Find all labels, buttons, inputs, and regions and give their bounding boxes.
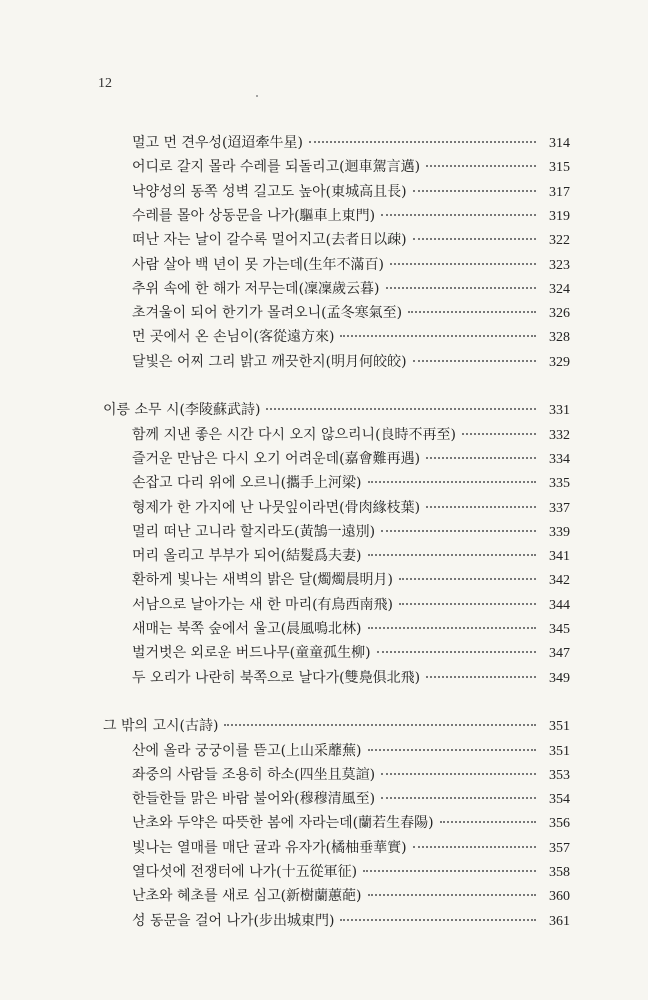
dot-leader: [309, 141, 536, 143]
toc-entry: [132, 353, 570, 372]
toc-entry-title: 환하게 빛나는 새벽의 밝은 달(燭燭晨明月): [132, 572, 394, 589]
dot-leader: [368, 627, 536, 629]
toc-entry-page: 360: [549, 889, 570, 905]
toc-entry: [132, 231, 570, 250]
dot-leader: [368, 894, 536, 896]
dot-leader: [408, 311, 536, 313]
toc-entry-page: 339: [549, 524, 570, 540]
toc-entry: [132, 158, 570, 177]
dot-leader: [426, 506, 536, 508]
page-number: 12: [98, 76, 112, 91]
toc-entry: [132, 304, 570, 323]
toc-entry-page: 341: [549, 549, 570, 565]
toc-entry-page: 347: [549, 646, 570, 662]
dot-leader: [413, 190, 536, 192]
toc-entry-title: 난초와 두약은 따뜻한 봄에 자라는데(蘭若生春陽): [132, 815, 434, 832]
toc-entry-title: 이릉 소무 시(李陵蘇武詩): [103, 402, 261, 419]
toc-entry: [132, 280, 570, 299]
toc-entry-page: 361: [549, 913, 570, 929]
dot-leader: [426, 676, 536, 678]
toc-entry-page: 337: [549, 500, 570, 516]
toc-entry-title: 초겨울이 되어 한기가 몰려오니(孟冬寒氣至): [132, 305, 403, 322]
toc-entry-title: 좌중의 사람들 조용히 하소(四坐且莫諠): [132, 766, 376, 783]
toc-entry-page: 351: [549, 743, 570, 759]
dot-leader: [266, 408, 536, 410]
toc-entry-title: 형제가 한 가지에 난 나뭇잎이라면(骨肉緣枝葉): [132, 499, 421, 516]
toc-entry: [132, 328, 570, 347]
toc-entry: [132, 523, 570, 542]
toc-entry: [132, 426, 570, 445]
toc-entry: [132, 134, 570, 153]
toc-entry-title: 멀리 떠난 고니라 할지라도(黃鵠一遠別): [132, 523, 376, 540]
dot-leader: [340, 919, 536, 921]
toc-entry: [132, 766, 570, 785]
toc-entry-page: 319: [549, 208, 570, 224]
toc-entry-title: 서남으로 날아가는 새 한 마리(有鳥西南飛): [132, 596, 394, 613]
toc-entry-page: 326: [549, 306, 570, 322]
dot-leader: [413, 360, 536, 362]
dot-leader: [340, 335, 536, 337]
toc-entry-page: 328: [549, 330, 570, 346]
toc-section-heading: [103, 401, 570, 420]
dot-leader: [413, 238, 536, 240]
toc-entry-page: 356: [549, 816, 570, 832]
dot-leader: [363, 870, 536, 872]
toc-entry-page: 349: [549, 670, 570, 686]
toc-entry-title: 손잡고 다리 위에 오르니(攜手上河梁): [132, 475, 362, 492]
toc-entry-page: 357: [549, 840, 570, 856]
dot-leader: [368, 749, 536, 751]
toc-entry-title: 함께 지낸 좋은 시간 다시 오지 않으리니(良時不再至): [132, 426, 457, 443]
toc-entry-title: 새매는 북쪽 숲에서 울고(晨風鳴北林): [132, 621, 362, 637]
toc-entry-page: 345: [549, 622, 570, 637]
toc-entry-title: 멀고 먼 견우성(迢迢牽牛星): [132, 135, 303, 151]
toc-entry: [132, 839, 570, 858]
dot-leader: [399, 578, 536, 580]
toc-entry-page: 331: [549, 403, 570, 419]
toc-entry-title: 두 오리가 나란히 북쪽으로 날다가(雙鳧俱北飛): [132, 669, 421, 686]
toc-entry-title: 열다섯에 전쟁터에 나가(十五從軍征): [132, 864, 358, 880]
toc-entry-title: 사람 살아 백 년이 못 가는데(生年不滿百): [132, 256, 384, 273]
dot-leader: [368, 481, 536, 483]
toc-entry: [132, 474, 570, 493]
toc-entry: [132, 644, 570, 663]
toc-entry: [132, 912, 570, 931]
toc-entry-title: 성 동문을 걸어 나가(步出城東門): [132, 912, 335, 929]
toc-entry-page: 344: [549, 597, 570, 613]
toc-entry-title: 달빛은 어찌 그리 밝고 깨끗한지(明月何皎皎): [132, 353, 407, 370]
toc-entry-page: 334: [549, 451, 570, 467]
toc-entry-page: 342: [549, 573, 570, 589]
toc-entry-title: 머리 올리고 부부가 되어(結髮爲夫妻): [132, 548, 362, 565]
toc-entry: [132, 790, 570, 809]
toc-entry-title: 추위 속에 한 해가 저무는데(凜凜歲云暮): [132, 280, 380, 297]
toc-entry: [132, 571, 570, 590]
toc-entry-title: 빛나는 열매를 매단 귤과 유자가(橘柚垂華實): [132, 839, 407, 856]
toc-entry-page: 358: [549, 865, 570, 880]
dot-leader: [381, 797, 536, 799]
dot-leader: [462, 433, 536, 435]
dot-leader: [390, 263, 536, 265]
toc-entry-page: 317: [549, 184, 570, 200]
toc-entry-page: 323: [549, 257, 570, 273]
dot-leader: [368, 554, 536, 556]
dot-leader: [224, 724, 536, 726]
dot-leader: [377, 651, 536, 653]
toc-entry-title: 산에 올라 궁궁이를 뜯고(上山采蘼蕪): [132, 742, 362, 759]
toc-entry-page: 315: [549, 160, 570, 176]
toc-entry-title: 난초와 혜초를 새로 심고(新樹蘭蕙葩): [132, 888, 362, 905]
toc-entry: [132, 742, 570, 761]
toc-entry-page: 324: [549, 281, 570, 297]
toc-entry-page: 332: [549, 427, 570, 443]
dot-leader: [413, 846, 536, 848]
toc-section-heading: [103, 717, 570, 736]
toc-entry-title: 그 밖의 고시(古詩): [103, 718, 219, 735]
dot-leader: [381, 530, 536, 532]
dot-leader: [440, 821, 536, 823]
toc-entry: [132, 887, 570, 906]
toc-entry-title: 즐거운 만남은 다시 오기 어려운데(嘉會難再遇): [132, 450, 421, 467]
toc-entry-title: 벌거벗은 외로운 버드나무(童童孤生柳): [132, 645, 371, 662]
toc-entry-title: 어디로 갈지 몰라 수레를 되돌리고(迴車駕言邁): [132, 159, 421, 176]
toc-entry-page: 354: [549, 792, 570, 808]
toc-entry: [132, 863, 570, 882]
toc-entry-title: 한들한들 맑은 바람 불어와(穆穆清風至): [132, 791, 376, 808]
print-speck: [256, 95, 258, 97]
toc-entry: [132, 256, 570, 275]
dot-leader: [426, 457, 536, 459]
dot-leader: [426, 165, 536, 167]
toc-entry-page: 314: [549, 136, 570, 151]
toc-entry-page: 353: [549, 767, 570, 783]
toc-entry: [132, 596, 570, 615]
dot-leader: [381, 773, 536, 775]
toc-entry: [132, 547, 570, 566]
toc-entry-title: 수레를 몰아 상동문을 나가(驅車上東門): [132, 207, 376, 224]
dot-leader: [399, 603, 536, 605]
toc-entry: [132, 814, 570, 833]
toc-entry-title: 낙양성의 동쪽 성벽 길고도 높아(東城高且長): [132, 183, 407, 200]
toc-entry-title: 먼 곳에서 온 손님이(客從遠方來): [132, 329, 335, 346]
toc-entry-page: 351: [549, 719, 570, 735]
toc-entry-page: 322: [549, 233, 570, 249]
dot-leader: [381, 214, 536, 216]
toc-entry-title: 떠난 자는 날이 갈수록 멀어지고(去者日以疎): [132, 232, 407, 249]
toc-entry: [132, 450, 570, 469]
dot-leader: [386, 287, 537, 289]
toc-entry: [132, 499, 570, 518]
toc-entry: [132, 183, 570, 202]
toc-entry: [132, 669, 570, 688]
toc-entry: [132, 207, 570, 226]
toc-entry-page: 335: [549, 476, 570, 492]
toc-entry: [132, 620, 570, 639]
toc-entry-page: 329: [549, 354, 570, 370]
